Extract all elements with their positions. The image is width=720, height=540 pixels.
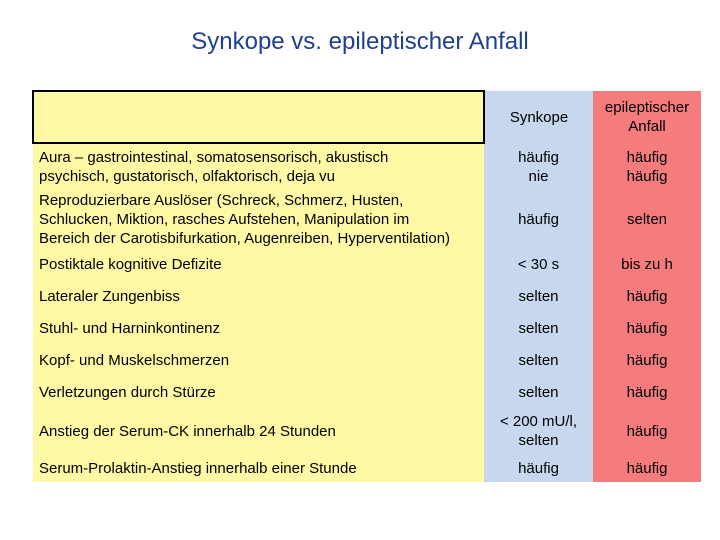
syncope-cell: selten — [484, 376, 593, 408]
syncope-cell: häufig — [484, 190, 593, 248]
table-row — [33, 344, 701, 376]
syncope-cell: selten — [484, 280, 593, 312]
header-criterion — [33, 91, 484, 143]
table-row — [33, 376, 701, 408]
table-row — [33, 280, 701, 312]
page-title: Synkope vs. epileptischer Anfall — [191, 28, 529, 55]
syncope-cell: < 30 s — [484, 248, 593, 280]
syncope-cell — [484, 143, 593, 190]
syncope-line: nie — [528, 167, 549, 185]
epileptic-cell: häufig — [593, 312, 701, 344]
table-row — [33, 190, 701, 248]
criterion-line: Bereich der Carotisbifurkation, Augenreiben, Hyperventilation) — [39, 229, 451, 247]
syncope-cell — [484, 408, 593, 454]
criterion-cell: Verletzungen durch Stürze — [33, 376, 484, 408]
criterion-line: Schlucken, Miktion, rasches Aufstehen, Manipulation im — [39, 210, 410, 228]
criterion-cell: Serum-Prolaktin-Anstieg innerhalb einer Stunde — [33, 454, 484, 482]
table-row — [33, 408, 701, 454]
epileptic-cell: häufig — [593, 376, 701, 408]
header-syncope: Synkope — [484, 91, 593, 143]
criterion-cell: Anstieg der Serum-CK innerhalb 24 Stunden — [33, 408, 484, 454]
criterion-line: Reproduzierbare Auslöser (Schreck, Schmerz, Husten, — [39, 191, 404, 209]
table-row — [33, 143, 701, 190]
criterion-cell — [33, 190, 484, 248]
epileptic-cell: häufig — [593, 280, 701, 312]
criterion-cell — [33, 143, 484, 190]
epileptic-line: häufig — [626, 167, 668, 185]
epileptic-cell: bis zu h — [593, 248, 701, 280]
syncope-cell: selten — [484, 344, 593, 376]
header-epileptic-line2: Anfall — [628, 118, 666, 135]
epileptic-cell: häufig — [593, 344, 701, 376]
epileptic-cell: häufig — [593, 454, 701, 482]
syncope-line: < 200 mU/l, — [499, 413, 578, 430]
header-epileptic-line1: epileptischer — [604, 99, 690, 116]
criterion-line: Aura – gastrointestinal, somatosensorisch, akustisch — [39, 149, 389, 166]
epileptic-cell: häufig — [593, 408, 701, 454]
syncope-cell: selten — [484, 312, 593, 344]
syncope-line: häufig — [518, 148, 559, 166]
table-row — [33, 248, 701, 280]
criterion-cell: Kopf- und Muskelschmerzen — [33, 344, 484, 376]
table-row — [33, 454, 701, 482]
criterion-cell: Postiktale kognitive Defizite — [33, 248, 484, 280]
criterion-cell: Lateraler Zungenbiss — [33, 280, 484, 312]
comparison-table — [32, 90, 701, 482]
criterion-cell: Stuhl- und Harninkontinenz — [33, 312, 484, 344]
criterion-line: psychisch, gustatorisch, olfaktorisch, deja vu — [39, 168, 335, 185]
syncope-line: selten — [518, 432, 559, 449]
epileptic-cell — [593, 143, 701, 190]
table-row — [33, 312, 701, 344]
syncope-cell: häufig — [484, 454, 593, 482]
header-epileptic — [593, 91, 701, 143]
epileptic-line: häufig — [626, 148, 668, 166]
table-header-row — [33, 91, 701, 143]
epileptic-cell: selten — [593, 190, 701, 248]
